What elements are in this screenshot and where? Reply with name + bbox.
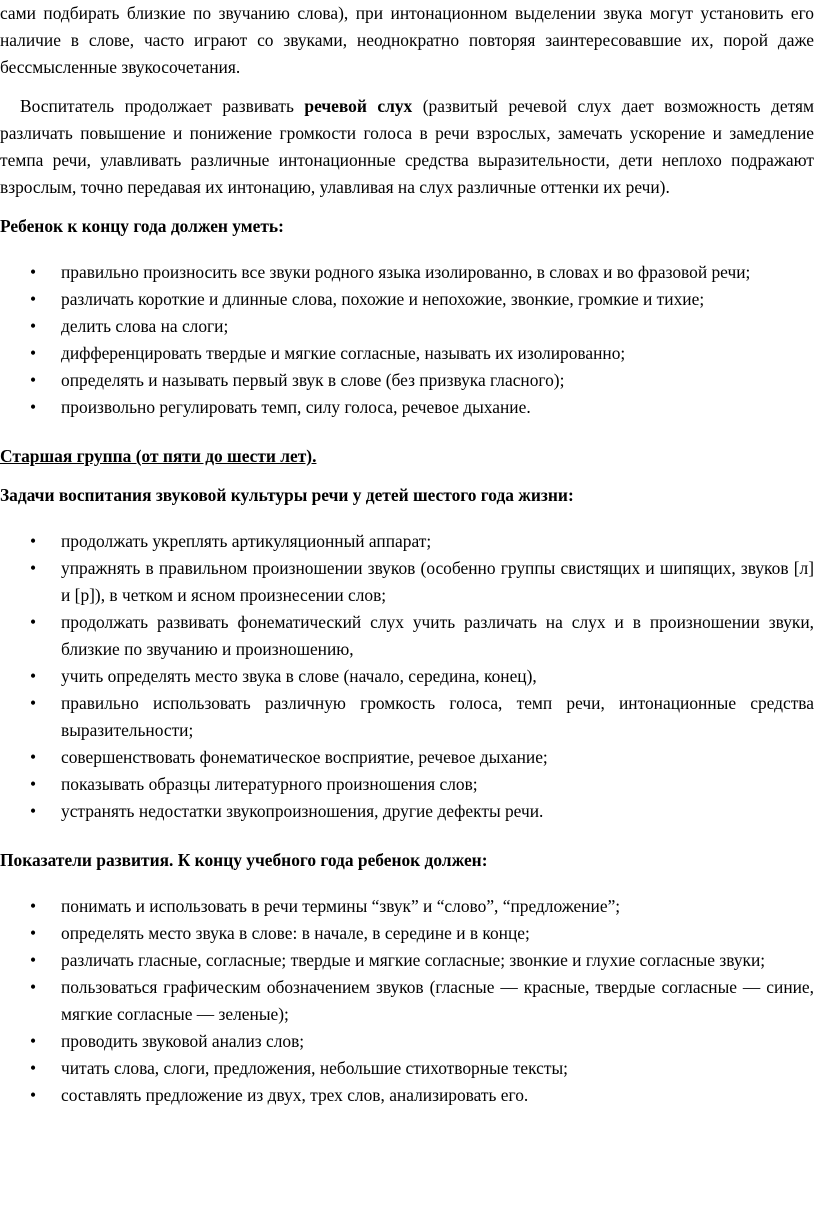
bullet-icon: • — [29, 747, 37, 767]
list-item-text: определять место звука в слове: в начале, в середине и в конце; — [61, 923, 530, 943]
list-item-text: совершенствовать фонематическое восприятие, речевое дыхание; — [61, 747, 548, 767]
bullet-icon: • — [29, 693, 37, 713]
paragraph-text-start: Воспитатель продолжает развивать — [20, 96, 305, 116]
list-item-text: дифференцировать твердые и мягкие согласные, называть их изолированно; — [61, 343, 626, 363]
list-item — [0, 1028, 814, 1055]
paragraph-speech-hearing — [0, 93, 814, 201]
list-item — [0, 286, 814, 313]
list-item-text: пользоваться графическим обозначением звуков (гласные — красные, твердые согласные — синие, мягкие согласные — зеленые); — [61, 977, 814, 1024]
bullet-icon: • — [29, 316, 37, 336]
bullet-icon: • — [29, 1058, 37, 1078]
list-item — [0, 394, 814, 421]
list-item-text: определять и называть первый звук в слове (без призвука гласного); — [61, 370, 565, 390]
bullet-icon: • — [29, 896, 37, 916]
list-item — [0, 663, 814, 690]
list-item-text: проводить звуковой анализ слов; — [61, 1031, 305, 1051]
bullet-icon: • — [29, 950, 37, 970]
bullet-icon: • — [29, 370, 37, 390]
list-item-text: различать короткие и длинные слова, похожие и непохожие, звонкие, громкие и тихие; — [61, 289, 705, 309]
bullet-icon: • — [29, 289, 37, 309]
paragraph-continued: сами подбирать близкие по звучанию слова), при интонационном выделении звука могут установить его наличие в слове, часто играют со звуками, неоднократно повторяя заинтересовавшие их, порой даже бессмысленные звукосочетания. — [0, 3, 814, 77]
list-item — [0, 1055, 814, 1082]
list-item — [0, 259, 814, 286]
list-item — [0, 340, 814, 367]
bullet-icon: • — [29, 558, 37, 578]
tasks-list — [0, 528, 814, 825]
list-item — [0, 974, 814, 1028]
list-item-text: упражнять в правильном произношении звуков (особенно группы свистящих и шипящих, звуков [л] и [р]), в четком и ясном произнесении слов; — [61, 558, 814, 605]
list-item — [0, 798, 814, 825]
list-item — [0, 947, 814, 974]
bullet-icon: • — [29, 977, 37, 997]
list-item — [0, 609, 814, 663]
paragraph-text-end: (развитый речевой слух дает возможность детям различать повышение и понижение громкости голоса в речи взрослых, замечать ускорение и замедление темпа речи, улавливать различные интонационные средства выразительности, дети неплохо подражают взрослым, точно передавая их интонацию, улавливая на слух различные оттенки их речи). — [0, 96, 814, 197]
list-item — [0, 555, 814, 609]
bullet-icon: • — [29, 774, 37, 794]
bullet-icon: • — [29, 262, 37, 282]
bullet-icon: • — [29, 923, 37, 943]
list-item-text: составлять предложение из двух, трех слов, анализировать его. — [61, 1085, 529, 1105]
indicators-list — [0, 893, 814, 1109]
list-item — [0, 313, 814, 340]
list-item-text: произвольно регулировать темп, силу голоса, речевое дыхание. — [61, 397, 531, 417]
bullet-icon: • — [29, 1085, 37, 1105]
skills-list — [0, 259, 814, 421]
list-item-text: понимать и использовать в речи термины “звук” и “слово”, “предложение”; — [61, 896, 621, 916]
list-item — [0, 690, 814, 744]
list-item — [0, 528, 814, 555]
list-item-text: показывать образцы литературного произношения слов; — [61, 774, 478, 794]
group-heading-senior: Старшая группа (от пяти до шести лет). — [0, 446, 317, 466]
list-item-text: правильно произносить все звуки родного языка изолированно, в словах и во фразовой речи; — [61, 262, 751, 282]
bullet-icon: • — [29, 397, 37, 417]
bullet-icon: • — [29, 612, 37, 632]
list-item — [0, 367, 814, 394]
bullet-icon: • — [29, 666, 37, 686]
list-item-text: учить определять место звука в слове (начало, середина, конец), — [61, 666, 537, 686]
list-item-text: устранять недостатки звукопроизношения, другие дефекты речи. — [61, 801, 544, 821]
list-item — [0, 744, 814, 771]
section-heading-tasks: Задачи воспитания звуковой культуры речи у детей шестого года жизни: — [0, 485, 574, 505]
section-heading-indicators: Показатели развития. К концу учебного года ребенок должен: — [0, 850, 488, 870]
bullet-icon: • — [29, 531, 37, 551]
list-item-text: читать слова, слоги, предложения, небольшие стихотворные тексты; — [61, 1058, 568, 1078]
list-item — [0, 771, 814, 798]
bullet-icon: • — [29, 801, 37, 821]
list-item-text: продолжать развивать фонематический слух учить различать на слух и в произношении звуки, близкие по звучанию и произношению, — [61, 612, 814, 659]
bullet-icon: • — [29, 343, 37, 363]
list-item-text: продолжать укреплять артикуляционный аппарат; — [61, 531, 432, 551]
bold-term: речевой слух — [304, 96, 413, 116]
list-item — [0, 893, 814, 920]
section-heading-year-end: Ребенок к концу года должен уметь: — [0, 216, 284, 236]
list-item — [0, 920, 814, 947]
list-item — [0, 1082, 814, 1109]
list-item-text: делить слова на слоги; — [61, 316, 229, 336]
bullet-icon: • — [29, 1031, 37, 1051]
list-item-text: правильно использовать различную громкость голоса, темп речи, интонационные средства выразительности; — [61, 693, 814, 740]
list-item-text: различать гласные, согласные; твердые и мягкие согласные; звонкие и глухие согласные звуки; — [61, 950, 766, 970]
